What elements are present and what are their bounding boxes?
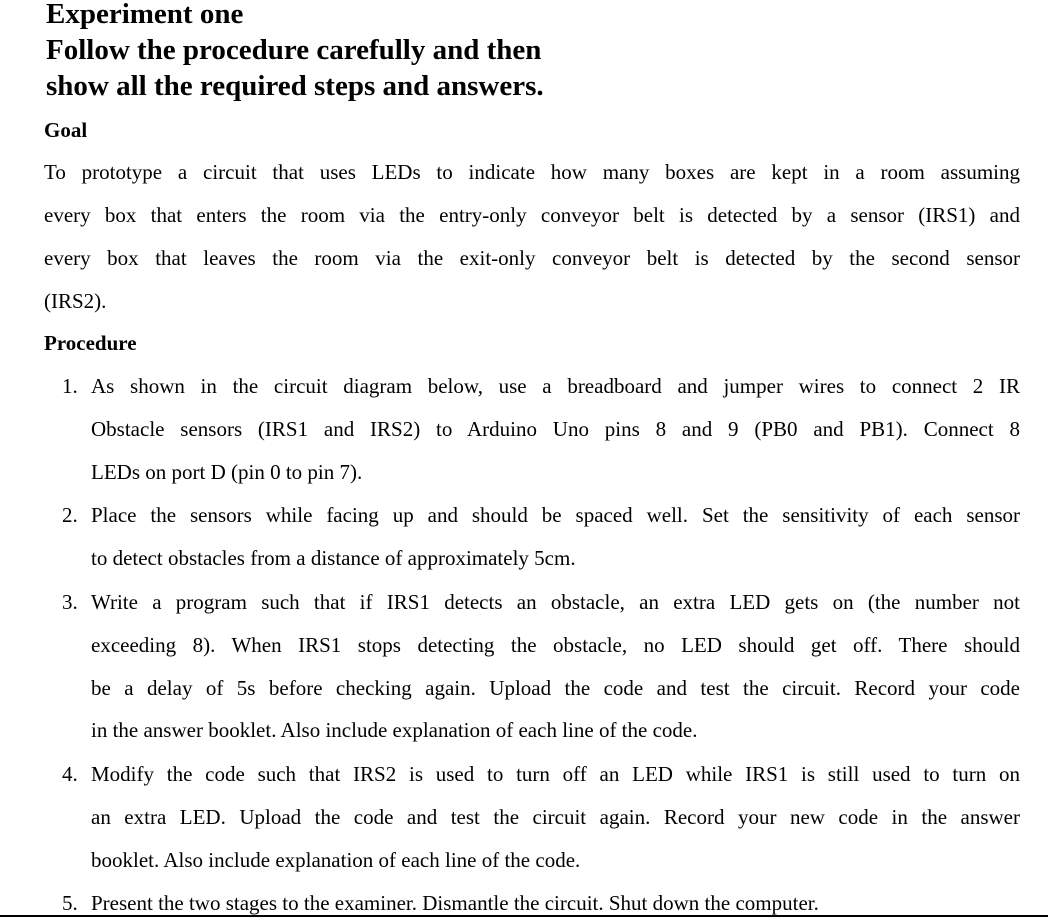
step-1-line-1: As shown in the circuit diagram below, use a breadboard and jumper wires to connect 2 IR: [91, 374, 1020, 398]
document-title-line-1: Experiment one: [46, 0, 244, 30]
step-2-number: 2.: [62, 503, 78, 527]
step-4-line-2: an extra LED. Upload the code and test the circuit again. Record your new code in the answer: [91, 805, 1020, 829]
goal-heading: Goal: [44, 118, 88, 142]
document-title-line-3: show all the required steps and answers.: [46, 70, 544, 102]
goal-line-4: (IRS2).: [44, 289, 107, 313]
step-5-line-1: Present the two stages to the examiner. Dismantle the circuit. Shut down the computer.: [91, 891, 819, 915]
step-3-line-4: in the answer booklet. Also include explanation of each line of the code.: [91, 718, 698, 742]
step-4-line-3: booklet. Also include explanation of each line of the code.: [91, 848, 581, 872]
goal-line-1: To prototype a circuit that uses LEDs to indicate how many boxes are kept in a room assuming: [44, 160, 1020, 184]
step-1-number: 1.: [62, 374, 78, 398]
step-2-line-1: Place the sensors while facing up and should be spaced well. Set the sensitivity of each sensor: [91, 503, 1020, 527]
step-4-number: 4.: [62, 762, 78, 786]
step-4-line-1: Modify the code such that IRS2 is used to turn off an LED while IRS1 is still used to turn on: [91, 762, 1020, 786]
step-3-line-3: be a delay of 5s before checking again. Upload the code and test the circuit. Record your code: [91, 676, 1020, 700]
step-3-line-2: exceeding 8). When IRS1 stops detecting the obstacle, no LED should get off. There should: [91, 633, 1020, 657]
step-2-line-2: to detect obstacles from a distance of approximately 5cm.: [91, 546, 576, 570]
procedure-heading: Procedure: [44, 331, 137, 355]
step-5-number: 5.: [62, 891, 78, 915]
goal-line-2: every box that enters the room via the entry-only conveyor belt is detected by a sensor (IRS1) and: [44, 203, 1020, 227]
step-3-number: 3.: [62, 590, 78, 614]
step-1-line-3: LEDs on port D (pin 0 to pin 7).: [91, 460, 363, 484]
step-1-line-2: Obstacle sensors (IRS1 and IRS2) to Arduino Uno pins 8 and 9 (PB0 and PB1). Connect 8: [91, 417, 1020, 441]
bottom-rule: [0, 915, 1048, 917]
document-title-line-2: Follow the procedure carefully and then: [46, 34, 542, 66]
goal-line-3: every box that leaves the room via the exit-only conveyor belt is detected by the second sensor: [44, 246, 1020, 270]
step-3-line-1: Write a program such that if IRS1 detects an obstacle, an extra LED gets on (the number not: [91, 590, 1020, 614]
